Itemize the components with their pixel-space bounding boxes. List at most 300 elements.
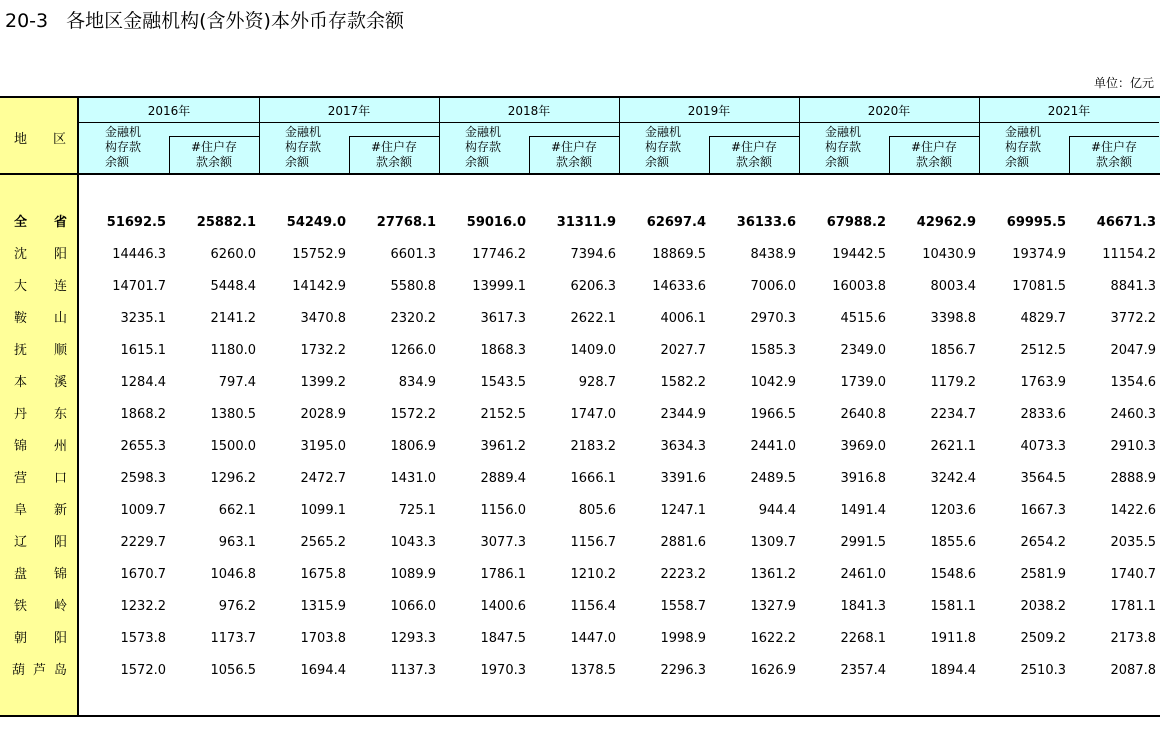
subheader-deposits [105,125,175,170]
value-cell: 42962.9 [916,215,976,230]
value-cell: 2296.3 [660,663,706,678]
value-cell: 1543.5 [480,375,526,390]
value-cell: 1210.2 [570,567,616,582]
value-cell: 62697.4 [646,215,706,230]
value-cell: 1868.2 [120,407,166,422]
value-cell: 1572.0 [120,663,166,678]
value-cell: 54249.0 [286,215,346,230]
year-header: 2019年 [687,104,731,118]
value-cell: 963.1 [218,535,256,550]
value-cell: 8003.4 [930,279,976,294]
subheader-household [529,140,619,170]
value-cell: 2357.4 [840,663,886,678]
value-cell: 7394.6 [570,247,616,262]
year-header: 2020年 [867,104,911,118]
subheader-household-line: #住户存 [730,140,778,154]
subheader-deposits-line: 金融机 [825,125,862,139]
value-cell: 3961.2 [480,439,526,454]
value-cell: 1043.3 [390,535,436,550]
value-cell: 16003.8 [832,279,886,294]
value-cell: 1056.5 [210,663,256,678]
year-underline [259,122,439,123]
value-cell: 1046.8 [210,567,256,582]
value-cell: 1491.4 [840,503,886,518]
value-cell: 1361.2 [750,567,796,582]
value-cell: 69995.5 [1006,215,1066,230]
value-cell: 2027.7 [660,343,706,358]
value-cell: 1179.2 [930,375,976,390]
subheader-deposits [1005,125,1075,170]
subheader-deposits-line: 金融机 [285,125,322,139]
region-name-char: 辽 [14,535,28,550]
region-name [0,303,79,335]
value-cell: 2970.3 [750,311,796,326]
value-cell: 834.9 [398,375,436,390]
region-name-char: 阳 [54,535,68,550]
table-bottom-border [0,715,1160,717]
region-name-char: 连 [54,279,68,294]
subheader-household-line: 款余额 [555,155,592,169]
value-cell: 1548.6 [930,567,976,582]
value-cell: 2461.0 [840,567,886,582]
region-header-char-1: 地 [14,132,28,147]
subheader-household-line: #住户存 [1090,140,1138,154]
value-cell: 2152.5 [480,407,526,422]
region-name-char: 丹 [14,407,28,422]
page-title [5,6,404,33]
region-name-char: 州 [54,439,68,454]
region-name [0,655,79,687]
value-cell: 1667.3 [1020,503,1066,518]
value-cell: 8438.9 [750,247,796,262]
value-cell: 1806.9 [390,439,436,454]
value-cell: 4515.6 [840,311,886,326]
subheader-household-line: 款余额 [1095,155,1132,169]
value-cell: 2038.2 [1020,599,1066,614]
region-name-char: 阳 [54,631,68,646]
year-header: 2018年 [507,104,551,118]
value-cell: 1786.1 [480,567,526,582]
year-underline [79,122,259,123]
value-cell: 25882.1 [196,215,256,230]
subheader-deposits-line: 余额 [465,155,490,169]
year-header: 2017年 [327,104,371,118]
value-cell: 10430.9 [922,247,976,262]
value-cell: 2889.4 [480,471,526,486]
subheader-household-line: #住户存 [190,140,238,154]
value-cell: 1422.6 [1110,503,1156,518]
value-cell: 14446.3 [112,247,166,262]
value-cell: 1626.9 [750,663,796,678]
subheader-household [1069,140,1159,170]
subheader-divider [169,136,259,137]
table-top-border [0,96,1160,98]
value-cell: 1232.2 [120,599,166,614]
region-name [0,367,79,399]
region-name-char: 本 [14,375,28,390]
value-cell: 1911.8 [930,631,976,646]
region-name-char: 抚 [14,343,28,358]
value-cell: 4829.7 [1020,311,1066,326]
subheader-household [889,140,979,170]
region-name [0,495,79,527]
value-cell: 1970.3 [480,663,526,678]
value-cell: 1855.6 [930,535,976,550]
value-cell: 31311.9 [556,215,616,230]
value-cell: 2622.1 [570,311,616,326]
table-row [0,527,1160,559]
value-cell: 1400.6 [480,599,526,614]
value-cell: 1447.0 [570,631,616,646]
region-name-char: 山 [54,311,68,326]
value-cell: 1180.0 [210,343,256,358]
value-cell: 1296.2 [210,471,256,486]
region-name [0,463,79,495]
value-cell: 2460.3 [1110,407,1156,422]
value-cell: 2028.9 [300,407,346,422]
region-name-char: 芦 [33,663,47,678]
region-name-char: 朝 [14,631,28,646]
year-underline [619,122,799,123]
value-cell: 1089.9 [390,567,436,582]
value-cell: 1293.3 [390,631,436,646]
value-cell: 2344.9 [660,407,706,422]
value-cell: 2991.5 [840,535,886,550]
value-cell: 11154.2 [1102,247,1156,262]
region-name-char: 大 [14,279,28,294]
value-cell: 1670.7 [120,567,166,582]
value-cell: 51692.5 [106,215,166,230]
value-cell: 725.1 [398,503,436,518]
value-cell: 1572.2 [390,407,436,422]
region-name-char: 岭 [54,599,68,614]
value-cell: 2035.5 [1110,535,1156,550]
value-cell: 2581.9 [1020,567,1066,582]
region-header-char-2: 区 [53,132,67,147]
subheader-deposits [285,125,355,170]
data-table [0,96,1160,717]
subheader-divider [709,136,799,137]
region-name [0,431,79,463]
value-cell: 3077.3 [480,535,526,550]
value-cell: 3242.4 [930,471,976,486]
value-cell: 7006.0 [750,279,796,294]
region-name-char: 东 [54,407,68,422]
value-cell: 2320.2 [390,311,436,326]
region-name-char: 顺 [54,343,68,358]
region-name-char: 新 [54,503,68,518]
value-cell: 36133.6 [736,215,796,230]
value-cell: 2509.2 [1020,631,1066,646]
year-separator [799,96,800,174]
value-cell: 4073.3 [1020,439,1066,454]
value-cell: 1582.2 [660,375,706,390]
value-cell: 2183.2 [570,439,616,454]
subheader-deposits-line: 余额 [1005,155,1030,169]
value-cell: 59016.0 [466,215,526,230]
subheader-deposits-line: 金融机 [645,125,682,139]
region-name [0,239,79,271]
year-separator [439,96,440,174]
value-cell: 6601.3 [390,247,436,262]
value-cell: 17746.2 [472,247,526,262]
value-cell: 1894.4 [930,663,976,678]
value-cell: 976.2 [218,599,256,614]
subheader-deposits-line: 余额 [645,155,670,169]
table-row [0,399,1160,431]
subheader-deposits [825,125,895,170]
value-cell: 1284.4 [120,375,166,390]
value-cell: 46671.3 [1096,215,1156,230]
value-cell: 1327.9 [750,599,796,614]
value-cell: 1998.9 [660,631,706,646]
value-cell: 805.6 [578,503,616,518]
value-cell: 27768.1 [376,215,436,230]
region-name-char: 岛 [54,663,68,678]
region-name [0,559,79,591]
value-cell: 1156.4 [570,599,616,614]
value-cell: 2621.1 [930,439,976,454]
value-cell: 3398.8 [930,311,976,326]
subheader-deposits-line: 构存款 [285,140,322,154]
value-cell: 928.7 [578,375,616,390]
region-name-char: 鞍 [14,311,28,326]
value-cell: 2472.7 [300,471,346,486]
value-cell: 1009.7 [120,503,166,518]
value-cell: 1781.1 [1110,599,1156,614]
value-cell: 1156.7 [570,535,616,550]
table-row [0,463,1160,495]
table-code: 20-3 [5,10,49,32]
subheader-deposits [645,125,715,170]
value-cell: 1841.3 [840,599,886,614]
value-cell: 1966.5 [750,407,796,422]
table-row [0,623,1160,655]
value-cell: 1740.7 [1110,567,1156,582]
value-cell: 2441.0 [750,439,796,454]
value-cell: 1315.9 [300,599,346,614]
value-cell: 1137.3 [390,663,436,678]
region-name-char: 锦 [14,439,28,454]
value-cell: 3195.0 [300,439,346,454]
year-underline [979,122,1159,123]
region-name [0,591,79,623]
value-cell: 6260.0 [210,247,256,262]
value-cell: 1247.1 [660,503,706,518]
value-cell: 797.4 [218,375,256,390]
region-name-char: 溪 [54,375,68,390]
year-header: 2021年 [1047,104,1091,118]
value-cell: 3235.1 [120,311,166,326]
value-cell: 2349.0 [840,343,886,358]
value-cell: 1431.0 [390,471,436,486]
value-cell: 15752.9 [292,247,346,262]
value-cell: 1500.0 [210,439,256,454]
subheader-household-line: #住户存 [910,140,958,154]
region-name [0,399,79,431]
region-name-char: 沈 [14,247,28,262]
value-cell: 1399.2 [300,375,346,390]
value-cell: 2268.1 [840,631,886,646]
value-cell: 14633.6 [652,279,706,294]
value-cell: 1666.1 [570,471,616,486]
subheader-deposits-line: 构存款 [465,140,502,154]
table-title: 各地区金融机构(含外资)本外币存款余额 [66,10,404,32]
subheader-household-line: #住户存 [370,140,418,154]
value-cell: 1675.8 [300,567,346,582]
value-cell: 3969.0 [840,439,886,454]
value-cell: 3772.2 [1110,311,1156,326]
subheader-divider [349,136,439,137]
value-cell: 3617.3 [480,311,526,326]
value-cell: 1763.9 [1020,375,1066,390]
value-cell: 1856.7 [930,343,976,358]
value-cell: 1266.0 [390,343,436,358]
value-cell: 662.1 [218,503,256,518]
value-cell: 19374.9 [1012,247,1066,262]
value-cell: 2910.3 [1110,439,1156,454]
header-bottom-border [0,173,1160,175]
table-row [0,591,1160,623]
region-name-char: 营 [14,471,28,486]
value-cell: 14701.7 [112,279,166,294]
subheader-divider [1069,136,1159,137]
value-cell: 2565.2 [300,535,346,550]
value-cell: 1585.3 [750,343,796,358]
year-underline [439,122,619,123]
year-underline [799,122,979,123]
value-cell: 2229.7 [120,535,166,550]
subheader-deposits-line: 金融机 [105,125,142,139]
value-cell: 2510.3 [1020,663,1066,678]
table-row [0,431,1160,463]
year-separator [979,96,980,174]
value-cell: 1747.0 [570,407,616,422]
value-cell: 13999.1 [472,279,526,294]
table-row [0,271,1160,303]
unit-label: 单位：亿元 [1093,76,1154,90]
value-cell: 1380.5 [210,407,256,422]
value-cell: 3470.8 [300,311,346,326]
value-cell: 3634.3 [660,439,706,454]
value-cell: 2223.2 [660,567,706,582]
subheader-deposits-line: 余额 [825,155,850,169]
region-name-char: 省 [54,215,68,230]
subheader-household-line: 款余额 [735,155,772,169]
value-cell: 67988.2 [826,215,886,230]
value-cell: 2512.5 [1020,343,1066,358]
region-name [0,207,79,239]
value-cell: 2640.8 [840,407,886,422]
subheader-household [169,140,259,170]
subheader-deposits-line: 金融机 [465,125,502,139]
value-cell: 8841.3 [1110,279,1156,294]
value-cell: 944.4 [758,503,796,518]
value-cell: 3564.5 [1020,471,1066,486]
value-cell: 1042.9 [750,375,796,390]
value-cell: 1581.1 [930,599,976,614]
value-cell: 4006.1 [660,311,706,326]
subheader-deposits-line: 构存款 [825,140,862,154]
subheader-divider [529,136,619,137]
year-separator [259,96,260,174]
value-cell: 2833.6 [1020,407,1066,422]
value-cell: 3916.8 [840,471,886,486]
subheader-deposits-line: 构存款 [645,140,682,154]
value-cell: 1868.3 [480,343,526,358]
value-cell: 2881.6 [660,535,706,550]
subheader-deposits-line: 构存款 [1005,140,1042,154]
region-name [0,527,79,559]
value-cell: 2654.2 [1020,535,1066,550]
region-name-char: 阜 [14,503,28,518]
region-name [0,623,79,655]
table-row [0,495,1160,527]
subheader-household [349,140,439,170]
year-separator [619,96,620,174]
value-cell: 5448.4 [210,279,256,294]
region-name-char: 阳 [54,247,68,262]
region-name [0,271,79,303]
table-row [0,655,1160,687]
value-cell: 6206.3 [570,279,616,294]
table-row [0,367,1160,399]
value-cell: 1573.8 [120,631,166,646]
subheader-deposits-line: 构存款 [105,140,142,154]
value-cell: 2141.2 [210,311,256,326]
value-cell: 1203.6 [930,503,976,518]
table-row [0,207,1160,239]
subheader-household-line: 款余额 [375,155,412,169]
value-cell: 2173.8 [1110,631,1156,646]
value-cell: 1694.4 [300,663,346,678]
value-cell: 14142.9 [292,279,346,294]
value-cell: 1732.2 [300,343,346,358]
table-row [0,335,1160,367]
value-cell: 2489.5 [750,471,796,486]
value-cell: 1409.0 [570,343,616,358]
region-name-char: 口 [54,471,68,486]
value-cell: 1378.5 [570,663,616,678]
subheader-deposits-line: 金融机 [1005,125,1042,139]
value-cell: 2047.9 [1110,343,1156,358]
table-row [0,559,1160,591]
value-cell: 18869.5 [652,247,706,262]
region-name-char: 盘 [14,567,28,582]
region-name-char: 全 [14,215,28,230]
region-name-char: 锦 [54,567,68,582]
value-cell: 1066.0 [390,599,436,614]
subheader-deposits-line: 余额 [285,155,310,169]
value-cell: 17081.5 [1012,279,1066,294]
value-cell: 19442.5 [832,247,886,262]
region-name-char: 葫 [12,663,26,678]
value-cell: 1173.7 [210,631,256,646]
subheader-divider [889,136,979,137]
subheader-deposits [465,125,535,170]
value-cell: 1156.0 [480,503,526,518]
value-cell: 1615.1 [120,343,166,358]
region-name [0,335,79,367]
subheader-household-line: #住户存 [550,140,598,154]
value-cell: 2234.7 [930,407,976,422]
table-row [0,303,1160,335]
value-cell: 2655.3 [120,439,166,454]
value-cell: 1099.1 [300,503,346,518]
subheader-household [709,140,799,170]
value-cell: 2598.3 [120,471,166,486]
subheader-household-line: 款余额 [915,155,952,169]
